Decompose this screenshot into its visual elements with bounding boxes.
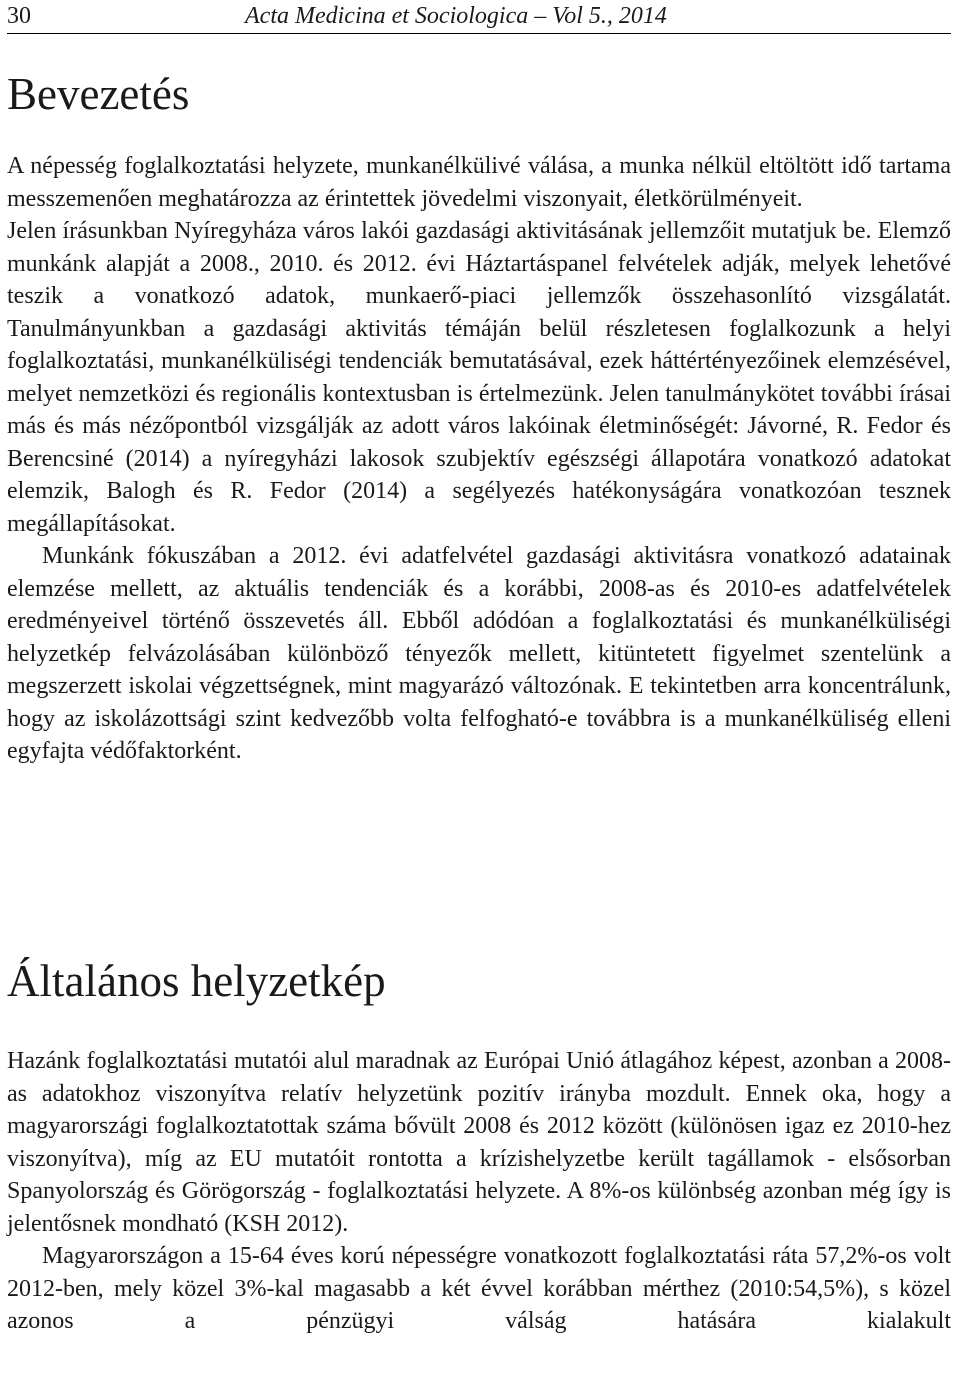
paragraph-general-1: Hazánk foglalkoztatási mutatói alul maradnak az Európai Unió átlagához képest, azonban a 2008-as adatokhoz viszonyítva relatív helyzetünk pozitív irányba mozdult. Ennek oka, hogy a magyarországi foglalkoztatottak száma bővült 2008 és 2012 között (különösen igaz ez 2010-hez viszonyítva), míg az EU mutatóit rontotta a krízishelyzetbe került tagállamok - elsősorban Spanyolország és Görögország - foglalkoztatási helyzete. A 8%-os különbség azonban még így is jelentősnek mondható (KSH 2012). <box>7 1048 951 1237</box>
introduction-body <box>7 150 951 768</box>
running-header <box>7 3 951 34</box>
paragraph-general-2: Magyarországon a 15-64 éves korú népességre vonatkozott foglalkoztatási ráta 57,2%-os volt 2012-ben, mely közel 3%-kal magasabb a két évvel korábban mérthez (2010:54,5%), s közel azonos a pénzügyi válság hatására kialakult <box>7 1243 951 1334</box>
paragraph-intro-2: Jelen írásunkban Nyíregyháza város lakói gazdasági aktivitásának jellemzőit mutatjuk be. Elemző munkánk alapját a 2008., 2010. és 2012. évi Háztartáspanel felvételek adják, melyek lehetővé teszik a vonatkozó adatok, munkaerő-piaci jellemzők összehasonlító vizsgálatát. Tanulmányunkban a gazdasági aktivitás témáján belül részletesen foglalkozunk a helyi foglalkoztatási, munkanélküliségi tendenciák bemutatásával, ezek háttértényezőinek elemzésével, melyet nemzetközi és regionális kontextusban is értelmezünk. Jelen tanulmánykötet további írásai más és más nézőpontból vizsgálják az adott város lakóinak életminőségét: Jávorné, R. Fedor és Berencsiné (2014) a nyíregyházi lakosok szubjektív egészségi állapotára vonatkozó adatokat elemzik, Balogh és R. Fedor (2014) a segélyezés hatékonyságára vonatkozóan tesznek megállapításokat. <box>7 218 951 537</box>
paragraph-intro-1: A népesség foglalkoztatási helyzete, munkanélkülivé válása, a munka nélkül eltöltött idő tartama messzemenően meghatározza az érintettek jövedelmi viszonyait, életkörülményeit. <box>7 153 951 212</box>
page-number: 30 <box>7 3 31 29</box>
section-heading-general-situation: Általános helyzetkép <box>7 956 386 1006</box>
paragraph-intro-3: Munkánk fókuszában a 2012. évi adatfelvétel gazdasági aktivitásra vonatkozó adatainak elemzése mellett, az aktuális tendenciák és a korábbi, 2008-as és 2010-es adatfelvételek eredményeivel történő összevetés áll. Ebből adódóan a foglalkoztatási és munkanélküliségi helyzetkép felvázolásában különböző tényezők mellett, kitüntetett figyelmet szentelünk a megszerzett iskolai végzettségnek, mint magyarázó változónak. E tekintetben arra koncentrálunk, hogy az iskolázottsági szint kedvezőbb volta felfogható-e továbbra is a munkanélküliség elleni egyfajta védőfaktorként. <box>7 543 951 764</box>
general-situation-body <box>7 1045 951 1338</box>
journal-title: Acta Medicina et Sociologica – Vol 5., 2014 <box>245 3 667 29</box>
section-heading-introduction: Bevezetés <box>7 69 190 119</box>
